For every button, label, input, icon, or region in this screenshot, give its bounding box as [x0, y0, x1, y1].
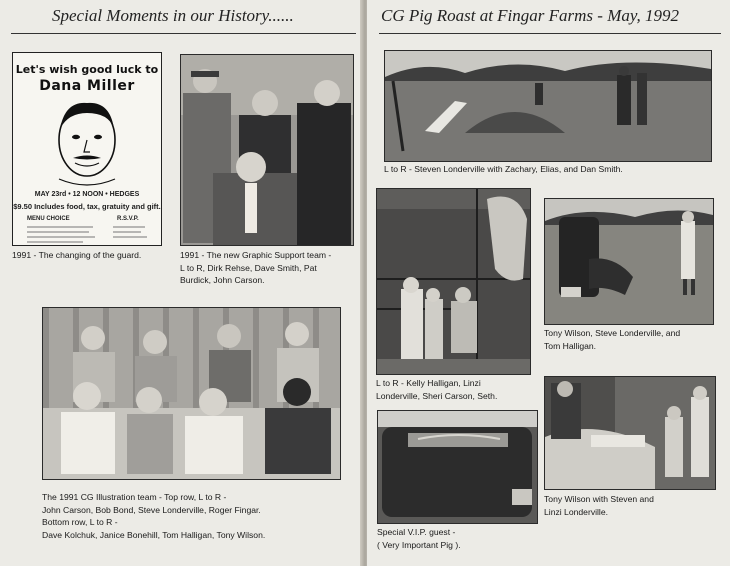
right-page: [367, 0, 730, 566]
caption-graphic-support: 1991 - The new Graphic Support team - L to R, Dirk Rehse, Dave Smith, Pat Burdick, John Carson.: [180, 250, 332, 285]
photo-table: [544, 376, 716, 490]
flyer-caricature-face: [13, 95, 161, 195]
left-title-rule: [11, 33, 356, 34]
caption-table: Tony Wilson with Steven and Linzi Londerville.: [544, 494, 654, 517]
flyer-event-line: MAY 23rd • 12 NOON • HEDGES: [34, 191, 140, 198]
photo-roaster: [544, 198, 714, 325]
caption-horse: L to R - Kelly Halligan, Linzi Londerville, Sheri Carson, Seth.: [376, 378, 498, 401]
caption-changing-guard: 1991 - The changing of the guard.: [12, 250, 142, 260]
right-page-title: CG Pig Roast at Fingar Farms - May, 1992: [381, 6, 679, 25]
photo-graphic-support-team: [180, 54, 354, 246]
left-page-title: Special Moments in our History......: [52, 6, 294, 25]
flyer-fine-print: [13, 223, 161, 245]
caption-vip: Special V.I.P. guest - ( Very Important Pig ).: [377, 527, 461, 550]
caption-field: L to R - Steven Londerville with Zachary, Elias, and Dan Smith.: [384, 164, 623, 174]
left-page: [0, 0, 363, 566]
caption-roaster: Tony Wilson, Steve Londerville, and Tom Halligan.: [544, 328, 681, 351]
flyer-price-line: $9.50 Includes food, tax, gratuity and gift.: [13, 202, 161, 211]
photo-horse-stall: [376, 188, 531, 375]
caption-illustration-team: The 1991 CG Illustration team - Top row, L to R - John Carson, Bob Bond, Steve Londerville, Roger Fingar. Bottom row, L to R - Dave Kolchuk, Janice Bonehill, Tom Halligan, Tony Wilson.: [42, 492, 266, 540]
right-title-rule: [379, 33, 721, 34]
flyer-rsvp-label: R.S.V.P.: [117, 216, 139, 222]
flyer-menu-label: MENU CHOICE: [27, 216, 70, 222]
flyer-name: Dana Miller: [39, 78, 135, 94]
photo-field-pig-roast: [384, 50, 712, 162]
flyer-headline: Let's wish good luck to: [15, 63, 159, 76]
photo-illustration-team: [42, 307, 341, 480]
farewell-flyer: [12, 52, 162, 246]
photo-vip-pig: [377, 410, 538, 524]
